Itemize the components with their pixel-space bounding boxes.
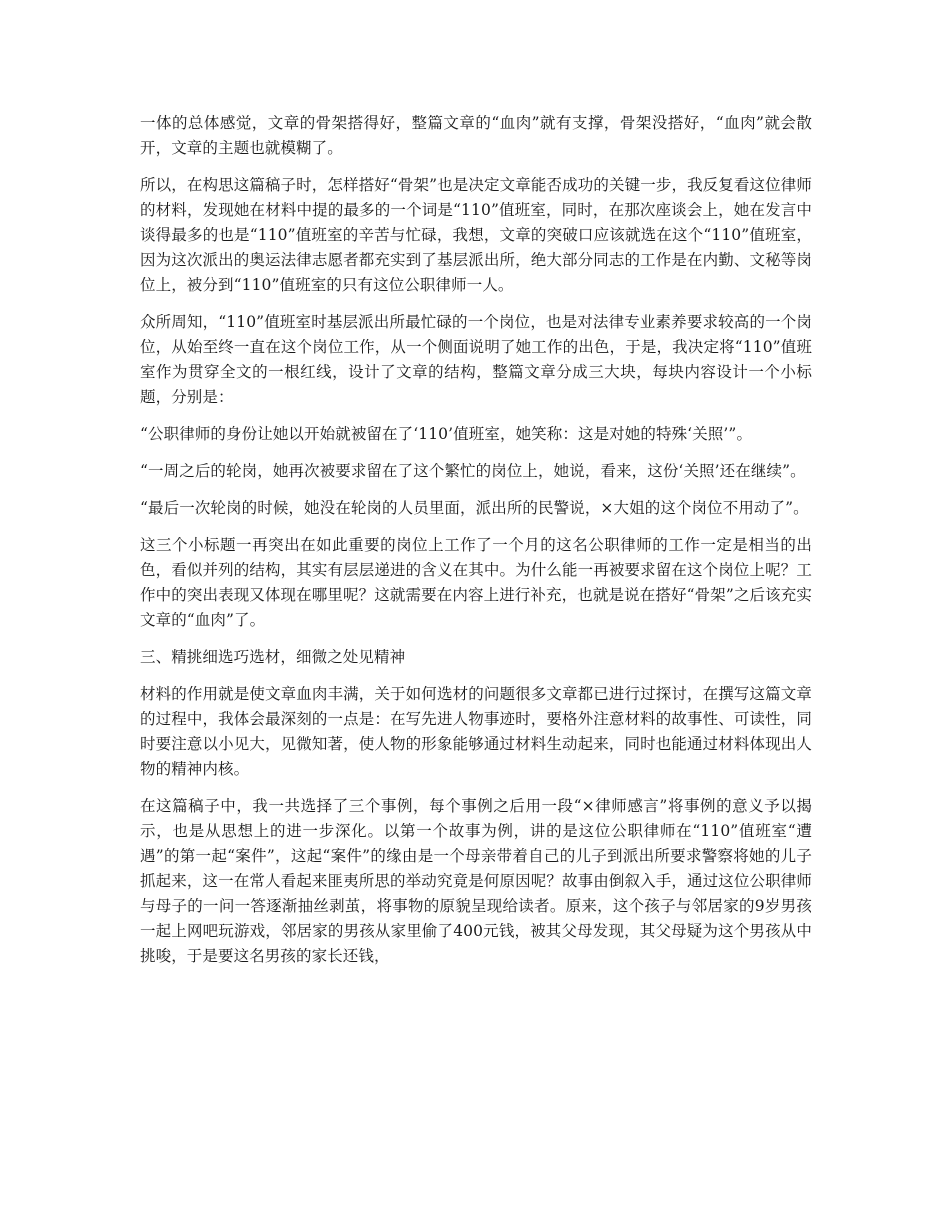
paragraph-building-skeleton: 所以，在构思这篇稿子时，怎样搭好“骨架”也是决定文章能否成功的关键一步，我反复看这位律师的材料，发现她在材料中提的最多的一个词是“110”值班室，同时，在那次座谈会上，她在发言中谈得最多的也是“110”值班室的辛苦与忙碌，我想，文章的突破口应该就选在这个“110”值班室，因为这次派出的奥运法律志愿者都充实到了基层派出所，绝大部分同志的工作是在内勤、文秘等岗位上，被分到“110”值班室的只有这位公职律师一人。: [140, 176, 812, 294]
paragraph-skeleton-summary: 一体的总体感觉，文章的骨架搭得好，整篇文章的“血肉”就有支撑，骨架没搭好，“血肉”就会散开，文章的主题也就模糊了。: [140, 114, 812, 157]
paragraph-three-examples: 在这篇稿子中，我一共选择了三个事例，每个事例之后用一段“×律师感言”将事例的意义予以揭示，也是从思想上的进一步深化。以第一个故事为例，讲的是这位公职律师在“110”值班室“遭遇”的第一起“案件”，这起“案件”的缘由是一个母亲带着自己的儿子到派出所要求警察将她的儿子抓起来，这一在常人看起来匪夷所思的举动究竟是何原因呢？故事由倒叙入手，通过这位公职律师与母子的一问一答逐渐抽丝剥茧，将事物的原貌呈现给读者。原来，这个孩子与邻居家的9岁男孩一起上网吧玩游戏，邻居家的男孩从家里偷了400元钱，被其父母发现，其父母疑为这个男孩从中挑唆，于是要这名男孩的家长还钱，: [140, 797, 812, 965]
section-heading-material-selection: 三、精挑细选巧选材，细微之处见精神: [140, 648, 406, 666]
paragraph-material-role: 材料的作用就是使文章血肉丰满，关于如何选材的问题很多文章都已进行过探讨，在撰写这篇文章的过程中，我体会最深刻的一点是：在写先进人物事迹时，要格外注意材料的故事性、可读性，同时要注意以小见大，见微知著，使人物的形象能够通过材料生动起来，同时也能通过材料体现出人物的精神内核。: [140, 685, 812, 778]
paragraph-110-duty-room: 众所周知，“110”值班室时基层派出所最忙碌的一个岗位，也是对法律专业素养要求较高的一个岗位，从始至终一直在这个岗位工作，从一个侧面说明了她工作的出色，于是，我决定将“110”值班室作为贯穿全文的一根红线，设计了文章的结构，整篇文章分成三大块，每块内容设计一个小标题，分别是：: [140, 313, 812, 406]
document-body: [140, 111, 812, 981]
subheading-quote-2: “一周之后的轮岗，她再次被要求留在了这个繁忙的岗位上，她说，看来，这份‘关照’还在继续”。: [140, 462, 806, 480]
paragraph-three-subheadings: 这三个小标题一再突出在如此重要的岗位上工作了一个月的这名公职律师的工作一定是相当的出色，看似并列的结构，其实有层层递进的含义在其中。为什么能一再被要求留在这个岗位上呢？工作中的突出表现又体现在哪里呢？这就需要在内容上进行补充，也就是说在搭好“骨架”之后该充实文章的“血肉”了。: [140, 536, 812, 629]
subheading-quote-3: “最后一次轮岗的时候，她没在轮岗的人员里面，派出所的民警说，×大姐的这个岗位不用动了”。: [140, 499, 809, 517]
subheading-quote-1: “公职律师的身份让她以开始就被留在了‘110’值班室，她笑称：这是对她的特殊‘关照’”。: [140, 425, 753, 443]
